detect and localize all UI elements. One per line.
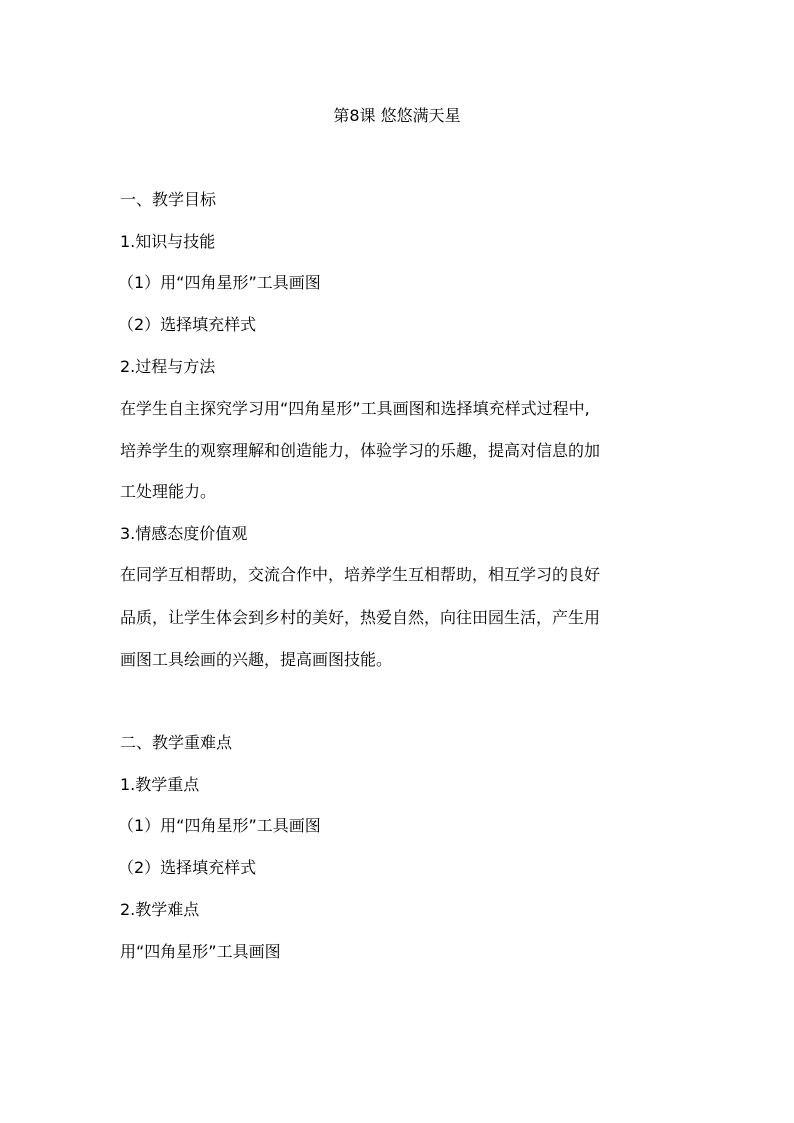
subheading-process-method: 2.过程与方法: [120, 357, 216, 376]
subheading-emotion-values: 3.情感态度价值观: [120, 524, 248, 543]
paragraph-line: 品质，让学生体会到乡村的美好，热爱自然，向往田园生活，产生用: [120, 608, 601, 627]
paragraph-line: 在同学互相帮助，交流合作中，培养学生互相帮助，相互学习的良好: [120, 565, 601, 584]
paragraph-line: 培养学生的观察理解和创造能力，体验学习的乐趣，提高对信息的加: [120, 441, 601, 460]
paragraph-line: 用“四角星形”工具画图: [120, 942, 281, 961]
list-item: （1）用“四角星形”工具画图: [118, 273, 321, 292]
paragraph-line: 画图工具绘画的兴趣，提高画图技能。: [120, 650, 393, 669]
paragraph-line: 工处理能力。: [120, 482, 217, 501]
section-heading-key-difficult: 二、教学重难点: [120, 733, 233, 752]
subheading-knowledge-skills: 1.知识与技能: [120, 232, 216, 251]
list-item: （1）用“四角星形”工具画图: [118, 816, 321, 835]
subheading-difficult-points: 2.教学难点: [120, 900, 200, 919]
section-heading-objectives: 一、教学目标: [120, 190, 217, 209]
subheading-key-points: 1.教学重点: [120, 775, 200, 794]
document-title: 第8课 悠悠满天星: [333, 106, 461, 125]
list-item: （2）选择填充样式: [118, 858, 257, 877]
paragraph-line: 在学生自主探究学习用“四角星形”工具画图和选择填充样式过程中,: [120, 399, 590, 418]
list-item: （2）选择填充样式: [118, 315, 257, 334]
